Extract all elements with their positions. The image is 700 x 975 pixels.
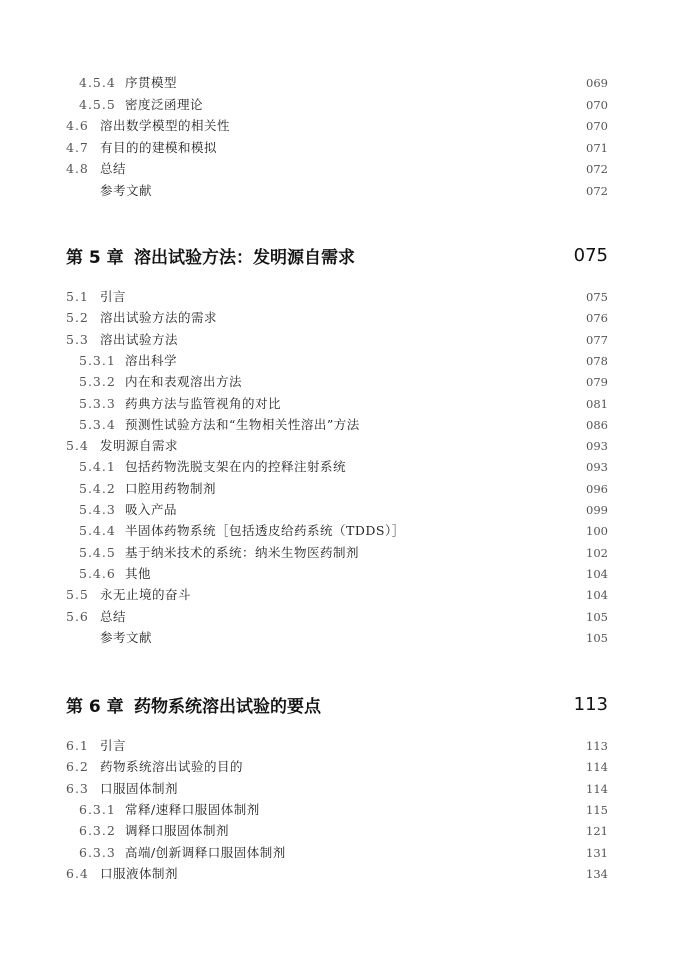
toc-entry-page: 114 [586,781,608,796]
toc-entry[interactable] [79,457,608,477]
toc-entry[interactable] [79,372,608,392]
toc-entry-page: 099 [586,503,608,517]
toc-entry-title: 口服固体制剂 [100,780,179,796]
toc-entry-heading [66,436,178,456]
toc-entry-number: 5.4.6 [79,565,116,581]
toc-entry-page: 093 [586,460,608,475]
toc-entry-title: 预测性试验方法和“生物相关性溶出”方法 [125,416,360,432]
toc-entry-page: 086 [586,417,608,432]
toc-entry[interactable] [79,543,608,563]
toc-entry[interactable] [66,628,608,648]
toc-entry-number: 5.4.1 [79,459,116,475]
toc-entry[interactable] [79,73,608,93]
toc-entry-number: 5.3 [66,331,89,347]
toc-entry[interactable] [79,394,608,414]
toc-entry-number: 6.3.2 [79,823,116,839]
toc-entry-title: 序贯模型 [125,75,178,90]
toc-entry-number: 4.5.4 [79,75,116,90]
toc-entry-page: 069 [586,76,608,90]
toc-entry-heading [79,457,346,477]
toc-entry[interactable] [79,351,608,371]
toc-entry-page: 078 [586,353,608,368]
toc-entry-page: 121 [586,824,608,839]
toc-entry-page: 070 [586,97,608,112]
toc-entry[interactable] [79,564,608,584]
toc-entry-page: 070 [586,119,608,134]
toc-entry-heading [79,372,242,392]
toc-entry[interactable] [79,821,608,841]
toc-entry-title: 口服液体制剂 [100,865,179,881]
chapter-5-page: 075 [573,244,608,266]
toc-entry-heading [79,543,359,563]
toc-entry-heading [79,415,360,435]
toc-entry-heading [79,479,216,499]
toc-entry-page: 134 [586,866,608,881]
toc-entry-page: 072 [586,184,608,198]
toc-entry-number: 5.5 [66,587,89,603]
chapter-5-title: 溶出试验方法：发明源自需求 [134,247,355,268]
toc-entry-number: 5.3.3 [79,395,116,411]
toc-entry[interactable] [79,521,608,541]
toc-entry-number: 4.5.5 [79,96,116,112]
toc-entry-heading [79,351,177,371]
toc-entry-number: 4.8 [66,161,89,177]
chapter-5-label: 第 5 章 [66,247,124,268]
toc-entry-heading [66,779,178,799]
toc-entry[interactable] [79,415,608,435]
toc-entry-title: 药典方法与监管视角的对比 [125,395,282,411]
chapter-6-page: 113 [573,693,608,715]
toc-entry[interactable] [66,864,608,884]
toc-entry[interactable] [66,757,608,777]
toc-entry-title: 引言 [100,289,127,304]
toc-entry[interactable] [66,181,608,201]
toc-entry-title: 半固体药物系统［包括透皮给药系统（TDDS）］ [125,523,405,539]
toc-entry-heading [66,116,230,136]
toc-entry-number: 6.4 [66,865,89,881]
toc-entry-number: 6.2 [66,759,89,775]
toc-entry-number: 5.3.2 [79,374,116,390]
toc-entry-heading [66,181,152,201]
toc-entry-heading [66,864,178,884]
toc-entry-heading [79,564,151,584]
toc-entry-heading [66,757,243,777]
toc-entry-page: 096 [586,481,608,496]
toc-entry-page: 071 [586,140,608,155]
toc-entry-page: 079 [586,375,608,390]
toc-entry-title: 密度泛函理论 [125,96,204,112]
toc-entry-heading [79,800,260,820]
toc-entry-heading [79,73,177,93]
toc-entry-page: 114 [586,760,608,775]
toc-entry-title: 溶出科学 [125,352,178,368]
toc-entry-heading [79,521,405,541]
toc-entry-number: 4.7 [66,139,89,155]
toc-entry-page: 100 [586,524,608,539]
toc-entry-heading [79,95,203,115]
toc-entry-heading [79,500,177,520]
toc-entry-title: 总结 [100,161,127,177]
toc-entry-number: 6.1 [66,738,89,753]
toc-entry[interactable] [66,330,608,350]
toc-entry-title: 引言 [100,738,127,753]
toc-entry-heading [66,736,126,756]
toc-entry[interactable] [66,436,608,456]
chapter-5-heading[interactable] [66,242,608,268]
toc-entry-number: 5.4.4 [79,523,116,539]
toc-entry-page: 081 [586,396,608,411]
toc-entry-number: 5.6 [66,608,89,624]
toc-entry-page: 105 [586,609,608,624]
toc-entry[interactable] [79,95,608,115]
toc-entry-page: 076 [586,311,608,326]
toc-entry-number: 5.4.3 [79,502,116,517]
toc-entry-number: 5.2 [66,310,89,326]
toc-entry-heading [79,843,286,863]
toc-entry-title: 溶出数学模型的相关性 [100,118,231,134]
toc-entry-title: 参考文献 [100,183,153,198]
toc-entry-number: 4.6 [66,118,89,134]
toc-entry-title: 高端/创新调释口服固体制剂 [125,844,286,860]
toc-entry-page: 072 [586,162,608,177]
toc-entry-heading [66,308,217,328]
toc-entry-title: 基于纳米技术的系统：纳米生物医药制剂 [125,544,360,560]
toc-entry-title: 其他 [125,565,152,581]
toc-entry-number: 5.3.4 [79,416,116,432]
toc-entry-page: 104 [586,566,608,581]
toc-entry-page: 105 [586,630,608,645]
toc-entry-page: 093 [586,439,608,454]
toc-entry-title: 总结 [100,608,127,624]
toc-entry-heading [79,394,281,414]
toc-entry-heading [79,821,229,841]
toc-entry-title: 包括药物洗脱支架在内的控释注射系统 [125,459,347,475]
chapter-6-heading[interactable] [66,691,608,717]
toc-entry-heading [66,628,152,648]
toc-entry-number: 6.3 [66,780,89,796]
toc-entry[interactable] [79,479,608,499]
toc-entry-page: 077 [586,332,608,347]
toc-entry-title: 参考文献 [100,629,153,645]
toc-entry-title: 溶出试验方法的需求 [100,310,218,326]
toc-entry-page: 115 [586,802,608,817]
toc-entry-number: 5.1 [66,289,89,304]
toc-entry-page: 131 [586,845,608,860]
toc-entry-title: 常释/速释口服固体制剂 [125,801,260,817]
toc-entry-page: 113 [586,739,608,753]
toc-entry-heading [66,585,191,605]
chapter-6-title: 药物系统溶出试验的要点 [134,696,321,717]
toc-entry-title: 发明源自需求 [100,438,179,454]
toc-entry-number: 5.4 [66,438,89,454]
toc-entry-number: 6.3.3 [79,844,116,860]
toc-entry[interactable] [66,308,608,328]
chapter-6-label: 第 6 章 [66,696,124,717]
toc-entry-number: 5.3.1 [79,352,116,368]
toc-entry[interactable] [66,138,608,158]
toc-entry-title: 内在和表观溶出方法 [125,374,243,390]
toc-entry-page: 075 [586,290,608,304]
toc-entry-number: 5.4.2 [79,480,116,496]
toc-entry-title: 溶出试验方法 [100,331,179,347]
toc-entry-title: 调释口服固体制剂 [125,823,230,839]
toc-entry-heading [66,330,178,350]
toc-entry[interactable] [66,585,608,605]
toc-entry-title: 口腔用药物制剂 [125,480,217,496]
toc-entry[interactable] [79,800,608,820]
toc-entry-title: 吸入产品 [125,502,178,517]
toc-entry-title: 有目的的建模和模拟 [100,139,218,155]
toc-entry[interactable] [66,607,608,627]
toc-entry[interactable] [66,287,608,307]
toc-entry-page: 102 [586,545,608,560]
toc-entry-number: 5.4.5 [79,544,116,560]
toc-entry-number: 6.3.1 [79,801,116,817]
toc-entry[interactable] [66,116,608,136]
toc-entry[interactable] [79,500,608,520]
toc-entry-heading [66,607,126,627]
toc-entry[interactable] [79,843,608,863]
toc-entry-heading [66,287,126,307]
toc-entry-heading [66,159,126,179]
toc-entry-title: 药物系统溶出试验的目的 [100,759,244,775]
toc-entry[interactable] [66,736,608,756]
toc-entry-page: 104 [586,588,608,603]
toc-entry-title: 永无止境的奋斗 [100,587,192,603]
toc-entry[interactable] [66,779,608,799]
toc-entry-heading [66,138,217,158]
toc-entry[interactable] [66,159,608,179]
